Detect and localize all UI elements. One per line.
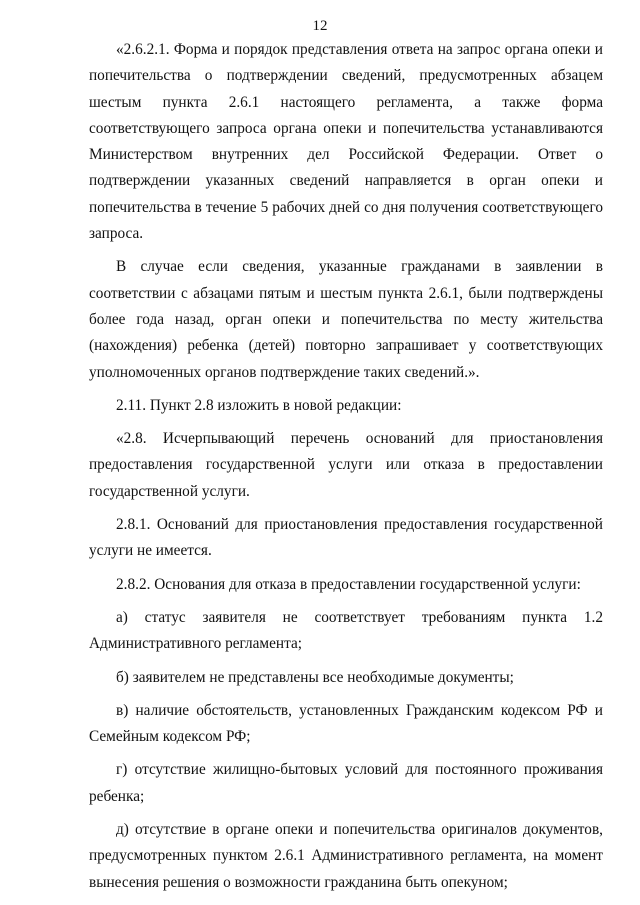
list-item-v: в) наличие обстоятельств, установленных Гражданским кодексом РФ и Семейным кодексом РФ;	[89, 701, 603, 746]
list-item-a: а) статус заявителя не соответствует требованиям пункта 1.2 Административного регламента;	[89, 608, 603, 653]
paragraph-2-6-2-1: «2.6.2.1. Форма и порядок представления ответа на запрос органа опеки и попечительства о подтверждении сведений, предусмотренных абзацем шестым пункта 2.6.1 настоящего регламента, а также форма соответствующего запроса органа опеки и попечительства устанавливаются Министерством внутренних дел Российской Федерации. Ответ о подтверждении указанных сведений направляется в орган опеки и попечительства в течение 5 рабочих дней со дня получения соответствующего запроса.	[89, 41, 603, 243]
document-body	[89, 37, 603, 903]
paragraph-confirmation-renewal: В случае если сведения, указанные гражданами в заявлении в соответствии с абзацами пятым и шестым пункта 2.6.1, были подтверждены более года назад, орган опеки и попечительства по месту жительства (нахождения) ребенка (детей) повторно запрашивает у соответствующих уполномоченных органов подтверждение таких сведений.».	[89, 258, 603, 381]
page-number: 12	[312, 18, 328, 34]
paragraph-2-8-1: 2.8.1. Оснований для приостановления предоставления государственной услуги не имеется.	[89, 516, 603, 560]
paragraph-2-8: «2.8. Исчерпывающий перечень оснований для приостановления предоставления государственной услуги или отказа в предоставлении государственной услуги.	[89, 430, 603, 500]
list-item-g: г) отсутствие жилищно-бытовых условий для постоянного проживания ребенка;	[89, 761, 603, 805]
paragraph-2-11: 2.11. Пункт 2.8 изложить в новой редакции:	[116, 396, 402, 414]
paragraph-2-8-2: 2.8.2. Основания для отказа в предоставлении государственной услуги:	[116, 575, 581, 593]
list-item-b: б) заявителем не представлены все необходимые документы;	[116, 668, 514, 686]
list-item-d: д) отсутствие в органе опеки и попечительства оригиналов документов, предусмотренных пунктом 2.6.1 Административного регламента, на момент вынесения решения о возможности гражданина быть опекуном;	[89, 821, 603, 891]
